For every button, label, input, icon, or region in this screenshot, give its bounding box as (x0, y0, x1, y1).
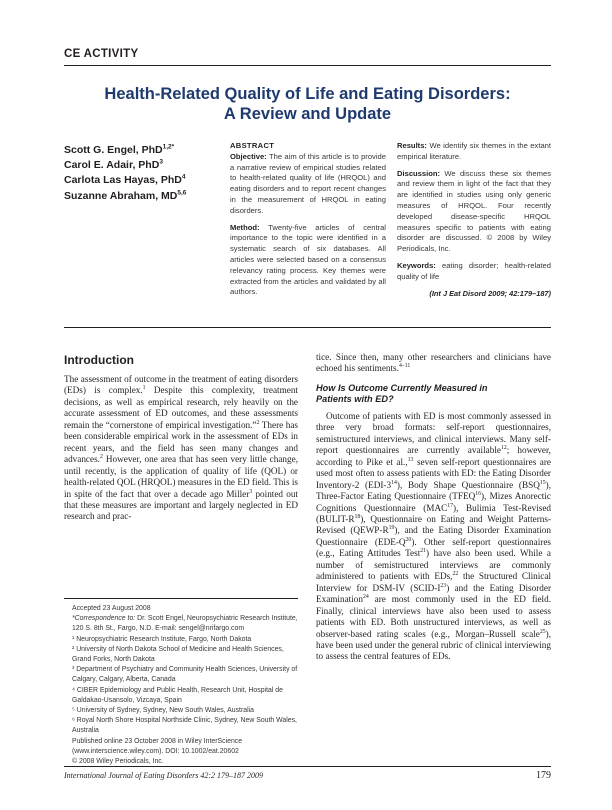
abstract-column-1 (230, 141, 386, 304)
text-run: ), Bulimia Test-Revised (BULIT-R (316, 502, 551, 524)
affiliation-4: ⁴ CIBER Epidemiology and Public Health, Research Unit, Hospital de Galdakao-Usansolo, Vizcaya, Spain (72, 686, 283, 704)
author (64, 143, 224, 158)
citation-ref: 14 (391, 479, 397, 486)
author-name: Carol E. Adair, PhD (64, 159, 160, 172)
citation-ref: 16 (475, 491, 481, 498)
text-run: the Structured Clinical Interview for DSM-IV (SCID-I (316, 571, 551, 593)
subheading-line-2: Patients with ED? (316, 394, 394, 405)
text-run: The assessment of outcome in the treatment of eating disorders (EDs) is complex. (64, 374, 298, 396)
discussion-text: We discuss these six themes and review them in light of the fact that they are identified in studies using only generic measures of HRQOL. Four recently developed disease-specific HRQOL measures specific to patients with eating disorder are discussed. © 2008 by Wiley Periodicals, Inc. (397, 168, 551, 254)
section-label: CE ACTIVITY (64, 48, 139, 60)
citation-ref: 1 (142, 385, 146, 392)
footer-rule (64, 766, 551, 767)
footnotes (64, 604, 298, 767)
author-affiliation-marker: 4 (181, 173, 186, 181)
page-number: 179 (536, 770, 551, 781)
footnote-rule (64, 598, 298, 599)
text-run: Outcome of patients with ED is most commonly assessed in three very broad formats: self-report questionnaires, semistructured interviews, and clinical interviews. Many self-report questionnaires are currently available (316, 410, 551, 456)
text-run: ; however, according to Pike et al., (316, 445, 551, 467)
text-run: There has been considerable empirical work in the assessment of EDs in recent years, and the field has seen many changes and advances. (64, 419, 298, 465)
section-subheading (316, 383, 551, 406)
affiliation-1: ¹ Neuropsychiatric Research Institute, Fargo, North Dakota (72, 635, 252, 643)
citation-ref: 2 (99, 454, 103, 461)
text-run: ). Other self-report questionnaires (e.g., Eating Attitudes Test (316, 536, 551, 559)
author-name: Suzanne Abraham, MD (64, 189, 178, 202)
abstract-rule (64, 327, 551, 328)
objective-label: Objective: (230, 151, 267, 161)
citation-ref: 4–11 (398, 363, 411, 370)
header-rule (64, 65, 551, 66)
method-text: Twenty-five articles of central importance to the topic were identified in a systematic search of six databases. All articles were selected based on a consensus relevancy rating process. Key themes were extracted from the articles and validated by all authors. (230, 222, 386, 297)
title-line-1: Health-Related Quality of Life and Eating Disorders: (104, 85, 511, 103)
journal-footer: International Journal of Eating Disorders 42:2 179–187 2009 (64, 771, 264, 780)
text-run: ) have also been used. While a number of semistructured interviews are commonly administered to patients with EDs, (316, 548, 551, 582)
abstract-objective (230, 152, 386, 217)
text-run: Despite this complexity, treatment decisions, as well as empirical research, rely heavily on the accurate assessment of ED outcomes, and these assessments remain the “cornerstone of empirical investigation.” (64, 385, 298, 430)
copyright-note: © 2008 Wiley Periodicals, Inc. (72, 758, 164, 766)
author (64, 158, 224, 173)
citation-ref: 17 (447, 502, 454, 509)
citation-ref: 21 (420, 548, 427, 555)
keywords-label: Keywords: (397, 260, 436, 270)
right-column (316, 352, 551, 663)
author-name: Carlota Las Hayas, PhD (64, 174, 182, 187)
text-run: pointed out that these measures are important and largely neglected in ED research and prac- (64, 488, 298, 522)
citation-ref: 15 (539, 479, 546, 486)
introduction-continuation (316, 352, 551, 375)
introduction-paragraph (64, 374, 298, 523)
citation-ref: 2 (256, 419, 260, 426)
abstract-heading: ABSTRACT (230, 141, 275, 150)
author-name: Scott G. Engel, PhD (64, 144, 163, 156)
affiliation-3: ³ Department of Psychiatry and Community Health Sciences, University of Calgary, Calgary, Alberta, Canada (72, 666, 298, 684)
publication-note: Published online 23 October 2008 in Wiley InterScience (www.interscience.wiley.com). DOI: 10.1002/eat.20602 (72, 737, 243, 755)
author-list (64, 143, 224, 204)
text-run: ), Three-Factor Eating Questionnaire (TFEQ (316, 479, 551, 502)
affiliation-6: ⁶ Royal North Shore Hospital Northside Clinic, Sydney, New South Wales, Australia (72, 717, 297, 735)
method-label: Method: (230, 222, 260, 232)
citation-ref: 12 (500, 445, 507, 452)
abstract-results (397, 141, 551, 163)
correspondence-note (64, 614, 298, 634)
outcome-paragraph (316, 411, 551, 663)
author-affiliation-marker: 1,2* (162, 143, 175, 151)
affiliation-5: ⁵ University of Sydney, Sydney, New South Wales, Australia (72, 707, 254, 715)
results-label: Results: (397, 141, 427, 150)
text-run: ), have been used under the general rubric of clinical interviewing to assess the central features of EDs. (316, 628, 551, 662)
citation-ref: 18 (354, 513, 361, 520)
objective-text: The aim of this article is to provide a narrative review of empirical studies related to health-related quality of life (HRQOL) and eating disorders and to report recent changes in the measurement of HRQOL in eating disorders. (230, 151, 386, 215)
abstract-method (230, 223, 386, 299)
citation-ref: 19 (388, 525, 395, 532)
abstract-column-2 (397, 141, 551, 299)
author-affiliation-marker: 5,6 (177, 189, 187, 197)
introduction-heading: Introduction (64, 353, 134, 367)
article-title (64, 84, 551, 124)
correspondence-label: *Correspondence to: (72, 615, 136, 623)
text-run: tice. Since then, many other researchers and clinicians have echoed his sentiments. (316, 352, 551, 374)
article-citation: (Int J Eat Disord 2009; 42:179–187) (429, 288, 551, 298)
citation-ref: 23 (440, 582, 447, 589)
accepted-date: Accepted 23 August 2008 (72, 605, 151, 612)
text-run: ), and the Eating Disorder Examination Questionnaire (EDE-Q (316, 525, 551, 547)
text-run: ), Body Shape Questionnaire (BSQ (396, 479, 540, 490)
text-run: seven self-report questionnaires are used most often to assess patients with ED: the Eating Disorder Inventory-2 (EDI-3 (316, 456, 552, 490)
discussion-label: Discussion: (397, 168, 441, 178)
author (64, 189, 224, 204)
citation-ref: 3 (249, 488, 253, 495)
subheading-line-1: How Is Outcome Currently Measured in (316, 382, 488, 393)
citation-ref: 25 (539, 628, 546, 635)
text-run: ) and the Eating Disorder Examination (316, 582, 552, 605)
title-line-2: A Review and Update (223, 105, 392, 123)
author-affiliation-marker: 3 (159, 158, 163, 166)
correspondence-text: Dr. Scott Engel, Neuropsychiatric Research Institute, 120 S. 8th St., Fargo, N.D. E-mail: sengel@nrifargo.com (72, 615, 298, 633)
text-run: ), Questionnaire on Eating and Weight Patterns-Revised (QEWP-R (316, 513, 551, 536)
citation-ref: 20 (405, 536, 412, 543)
citation-ref: 24 (362, 594, 369, 601)
text-run: are most commonly used in the ED field. Finally, clinical interviews have also been used to assess patients with ED. Both unstructured interviews, as well as observer-based rating scales (e.g., Morgan–Russell scale (316, 594, 551, 639)
abstract-keywords (397, 261, 551, 283)
keywords-text: eating disorder; health-related quality of life (397, 260, 551, 281)
text-run: ), Mizes Anorectic Cognitions Questionnaire (MAC (316, 491, 551, 513)
affiliation-2: ² University of North Dakota School of Medicine and Health Sciences, Grand Forks, North Dakota (72, 645, 284, 664)
citation-ref: 13 (407, 456, 414, 463)
citation-ref: 22 (452, 571, 459, 578)
abstract-discussion (397, 169, 551, 255)
results-text: We identify six themes in the extant empirical literature. (397, 141, 551, 161)
author (64, 173, 224, 188)
text-run: However, one area that has seen very little change, until recently, is the application of quality of life (QOL) or health-related QOL (HRQOL) measures in the ED field. This is in spite of the fact that over a decade ago Miller (64, 454, 298, 499)
